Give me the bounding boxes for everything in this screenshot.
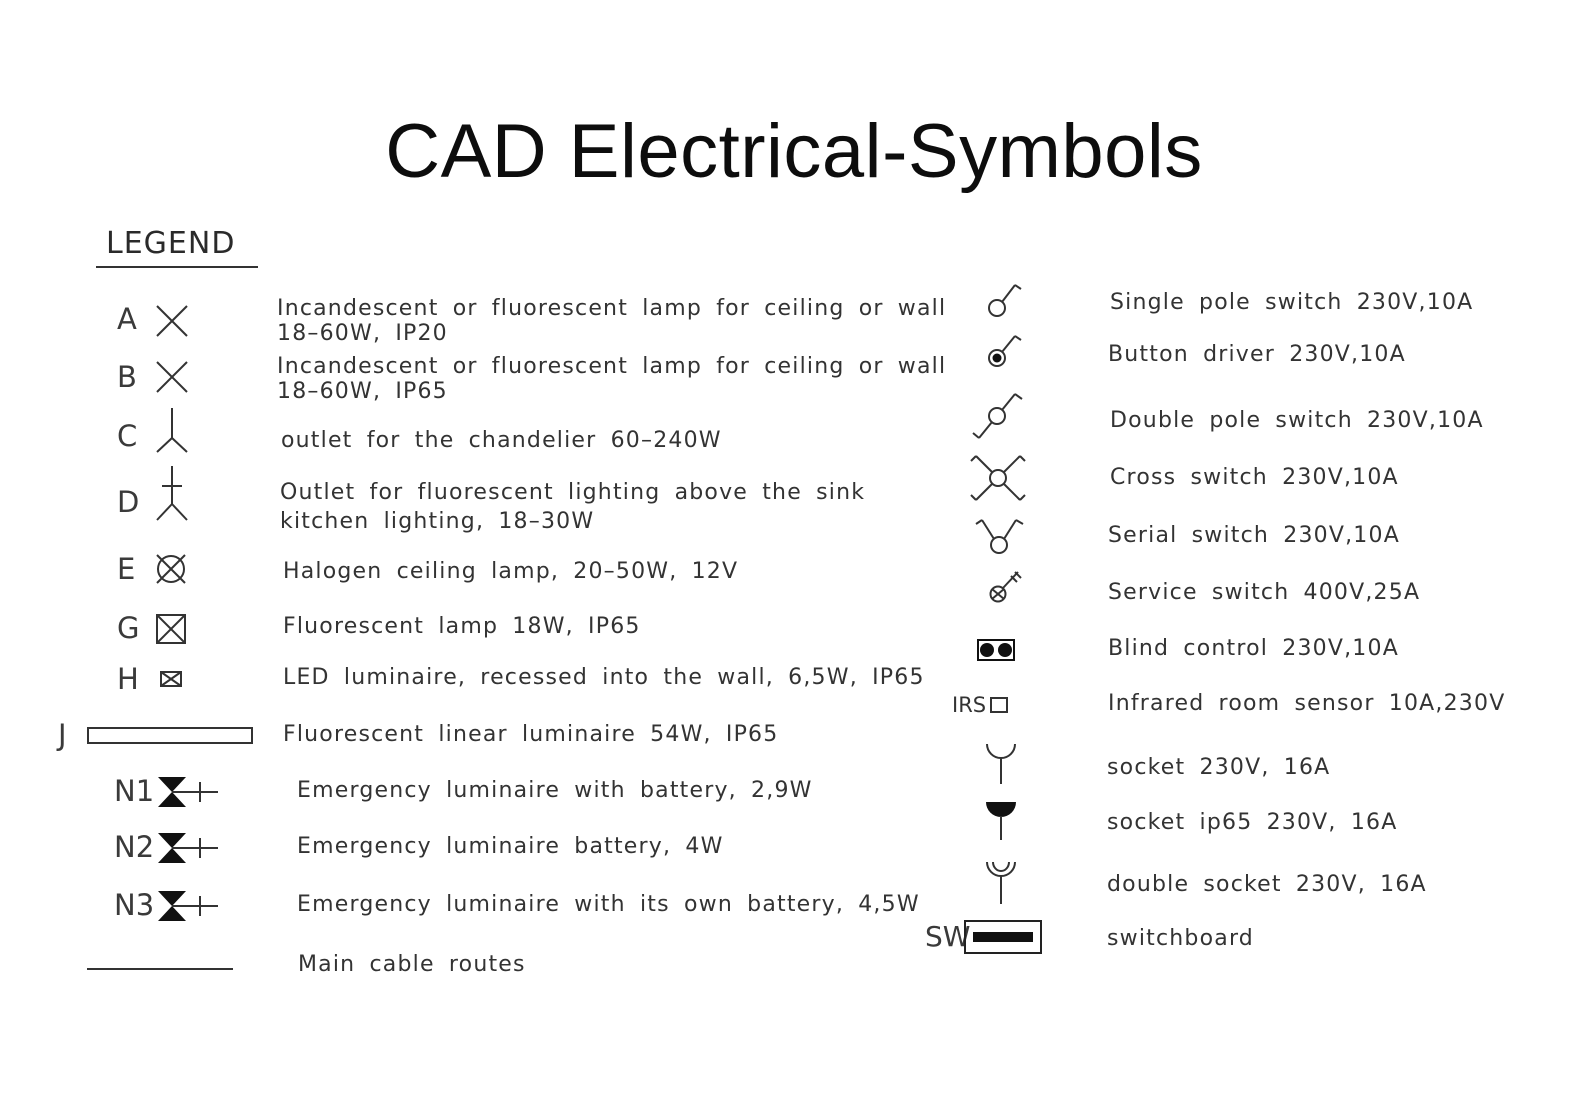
legend-label-j: Fluorescent linear luminaire 54W, IP65 — [283, 722, 779, 747]
legend-label-g: Fluorescent lamp 18W, IP65 — [283, 614, 641, 639]
symbol-code-d: D — [117, 485, 140, 519]
symbol-code-irs: IRS — [952, 693, 987, 717]
symbol-code-b: B — [117, 360, 137, 394]
symbol-code-g: G — [117, 611, 140, 645]
socket-icon — [985, 742, 1017, 784]
legend-label-switchboard: switchboard — [1107, 926, 1254, 951]
blind-control-icon — [977, 639, 1015, 661]
serial-switch-icon — [974, 512, 1026, 556]
legend-label-e: Halogen ceiling lamp, 20–50W, 12V — [283, 559, 739, 584]
legend-label-b-line2: 18–60W, IP65 — [277, 379, 448, 404]
chandelier-outlet-icon — [155, 408, 189, 454]
legend-label-c: outlet for the chandelier 60–240W — [281, 428, 722, 453]
emergency-luminaire-icon — [158, 833, 220, 863]
legend-label-n2: Emergency luminaire battery, 4W — [297, 834, 724, 859]
double-socket-icon — [985, 860, 1017, 904]
symbol-code-n3: N3 — [114, 888, 155, 922]
symbol-code-h: H — [117, 662, 139, 696]
legend-label-serial-switch: Serial switch 230V,10A — [1108, 523, 1400, 548]
infrared-sensor-icon — [990, 697, 1008, 713]
symbol-code-n1: N1 — [114, 774, 155, 808]
legend-label-cable: Main cable routes — [298, 952, 526, 977]
symbol-code-sw: SW — [925, 920, 971, 953]
service-switch-icon — [986, 568, 1028, 606]
linear-luminaire-icon — [87, 727, 253, 744]
legend-label-h: LED luminaire, recessed into the wall, 6,5W, IP65 — [283, 665, 925, 690]
legend-label-n3: Emergency luminaire with its own battery, 4,5W — [297, 892, 920, 917]
double-pole-switch-icon — [970, 390, 1028, 444]
legend-underline — [96, 266, 258, 268]
legend-label-d-line1: Outlet for fluorescent lighting above the sink — [280, 480, 866, 505]
emergency-luminaire-icon — [158, 891, 220, 921]
legend-label-b-line1: Incandescent or fluorescent lamp for ceiling or wall — [277, 354, 947, 379]
symbol-code-e: E — [117, 552, 136, 586]
legend-label-cross-switch: Cross switch 230V,10A — [1110, 465, 1399, 490]
lamp-cross-icon — [155, 304, 189, 338]
single-pole-switch-icon — [985, 281, 1025, 321]
legend-label-infrared-sensor: Infrared room sensor 10A,230V — [1108, 691, 1506, 716]
legend-label-d-line2: kitchen lighting, 18–30W — [280, 509, 595, 534]
symbol-code-c: C — [117, 419, 138, 453]
symbol-code-n2: N2 — [114, 830, 155, 864]
legend-label-single-pole-switch: Single pole switch 230V,10A — [1110, 290, 1474, 315]
legend-label-socket-ip65: socket ip65 230V, 16A — [1107, 810, 1398, 835]
legend-label-n1: Emergency luminaire with battery, 2,9W — [297, 778, 813, 803]
symbol-code-a: A — [117, 302, 137, 336]
legend-heading: LEGEND — [106, 226, 236, 261]
button-driver-icon — [985, 332, 1025, 372]
halogen-lamp-icon — [155, 553, 187, 585]
legend-label-socket: socket 230V, 16A — [1107, 755, 1331, 780]
switchboard-icon — [964, 920, 1042, 954]
legend-label-button-driver: Button driver 230V,10A — [1108, 342, 1406, 367]
led-luminaire-icon — [160, 671, 182, 687]
lamp-cross-icon — [155, 360, 189, 394]
page-title: CAD Electrical-Symbols — [385, 109, 1203, 194]
legend-label-service-switch: Service switch 400V,25A — [1108, 580, 1421, 605]
fluorescent-lamp-icon — [156, 614, 186, 644]
legend-label-a-line1: Incandescent or fluorescent lamp for ceiling or wall — [277, 296, 947, 321]
sink-outlet-icon — [155, 466, 189, 522]
symbol-code-j: J — [58, 718, 67, 752]
cable-route-icon — [87, 967, 233, 971]
legend-label-a-line2: 18–60W, IP20 — [277, 321, 448, 346]
emergency-luminaire-icon — [158, 777, 220, 807]
legend-label-blind-control: Blind control 230V,10A — [1108, 636, 1399, 661]
legend-label-double-pole-switch: Double pole switch 230V,10A — [1110, 408, 1484, 433]
socket-ip65-icon — [985, 800, 1017, 840]
cross-switch-icon — [970, 452, 1026, 504]
legend-label-double-socket: double socket 230V, 16A — [1107, 872, 1427, 897]
